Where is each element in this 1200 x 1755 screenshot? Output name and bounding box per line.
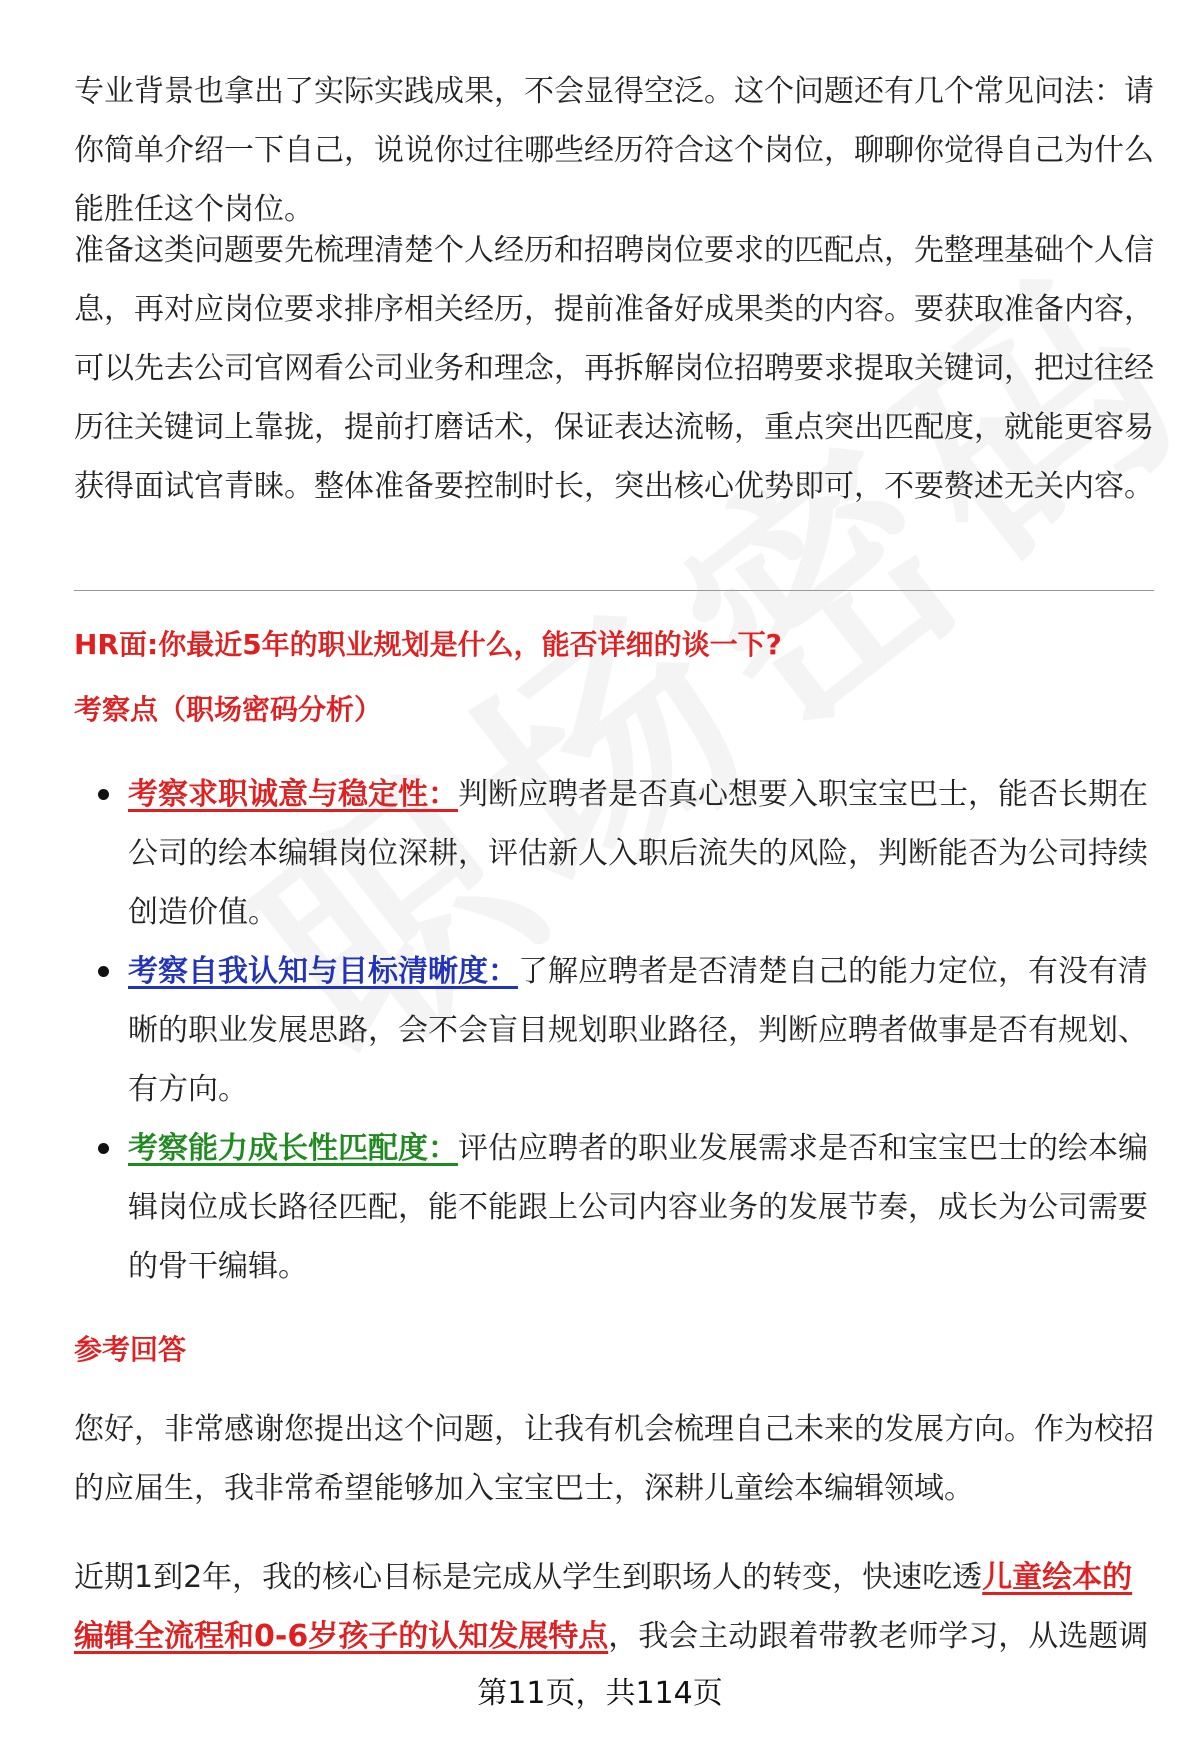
point-text: 评估应聘者的职业发展需求是否和宝宝巴士的绘本编辑岗位成长路径匹配，能不能跟上公司内容业务的发展节奏，成长为公司需要的骨干编辑。 [128,1131,1148,1284]
point-text: 了解应聘者是否清楚自己的能力定位，有没有清晰的职业发展思路，会不会盲目规划职业路径，判断应聘者做事是否有规划、有方向。 [128,954,1148,1107]
point-keyword: 考察求职诚意与稳定性： [128,777,458,812]
answer-paragraph-1: 您好，非常感谢您提出这个问题，让我有机会梳理自己未来的发展方向。作为校招的应届生，我非常希望能够加入宝宝巴士，深耕儿童绘本编辑领域。 [74,1412,1154,1506]
bullet-dot-icon [98,966,109,977]
list-item [74,765,1154,942]
answer-text-before: 近期1到2年，我的核心目标是完成从学生到职场人的转变，快速吃透 [74,1560,983,1595]
list-item [74,1119,1154,1296]
page-number: 第11页，共114页 [477,1676,723,1711]
section-divider [74,590,1154,591]
point-text: 判断应聘者是否真心想要入职宝宝巴士，能否长期在公司的绘本编辑岗位深耕，评估新人入职后流失的风险，判断能否为公司持续创造价值。 [128,777,1148,930]
points-heading: 考察点（职场密码分析） [74,693,383,726]
answer-highlight: 儿童绘本的编辑全流程和0-6岁孩子的认知发展特点 [74,1560,1133,1654]
question-title: HR面:你最近5年的职业规划是什么，能否详细的谈一下? [74,628,782,661]
bullet-dot-icon [98,789,109,800]
answer-paragraph-2 [74,1548,1154,1666]
intro-paragraph-1: 专业背景也拿出了实际实践成果，不会显得空泛。这个问题还有几个常见问法：请你简单介绍一下自己，说说你过往哪些经历符合这个岗位，聊聊你觉得自己为什么能胜任这个岗位。 [74,74,1154,227]
list-item [74,942,1154,1119]
answer-text-after: ，我会主动跟着带教老师学习，从选题调 [608,1619,1149,1654]
answer-heading: 参考回答 [74,1333,187,1366]
point-keyword: 考察自我认知与目标清晰度： [128,954,518,989]
point-keyword: 考察能力成长性匹配度： [128,1131,458,1166]
bullet-dot-icon [98,1143,109,1154]
intro-paragraph-2: 准备这类问题要先梳理清楚个人经历和招聘岗位要求的匹配点，先整理基础个人信息，再对应岗位要求排序相关经历，提前准备好成果类的内容。要获取准备内容，可以先去公司官网看公司业务和理念，再拆解岗位招聘要求提取关键词，把过往经历往关键词上靠拢，提前打磨话术，保证表达流畅，重点突出匹配度，就能更容易获得面试官青睐。整体准备要控制时长，突出核心优势即可，不要赘述无关内容。 [74,233,1154,504]
assessment-points-list [74,765,1154,1296]
